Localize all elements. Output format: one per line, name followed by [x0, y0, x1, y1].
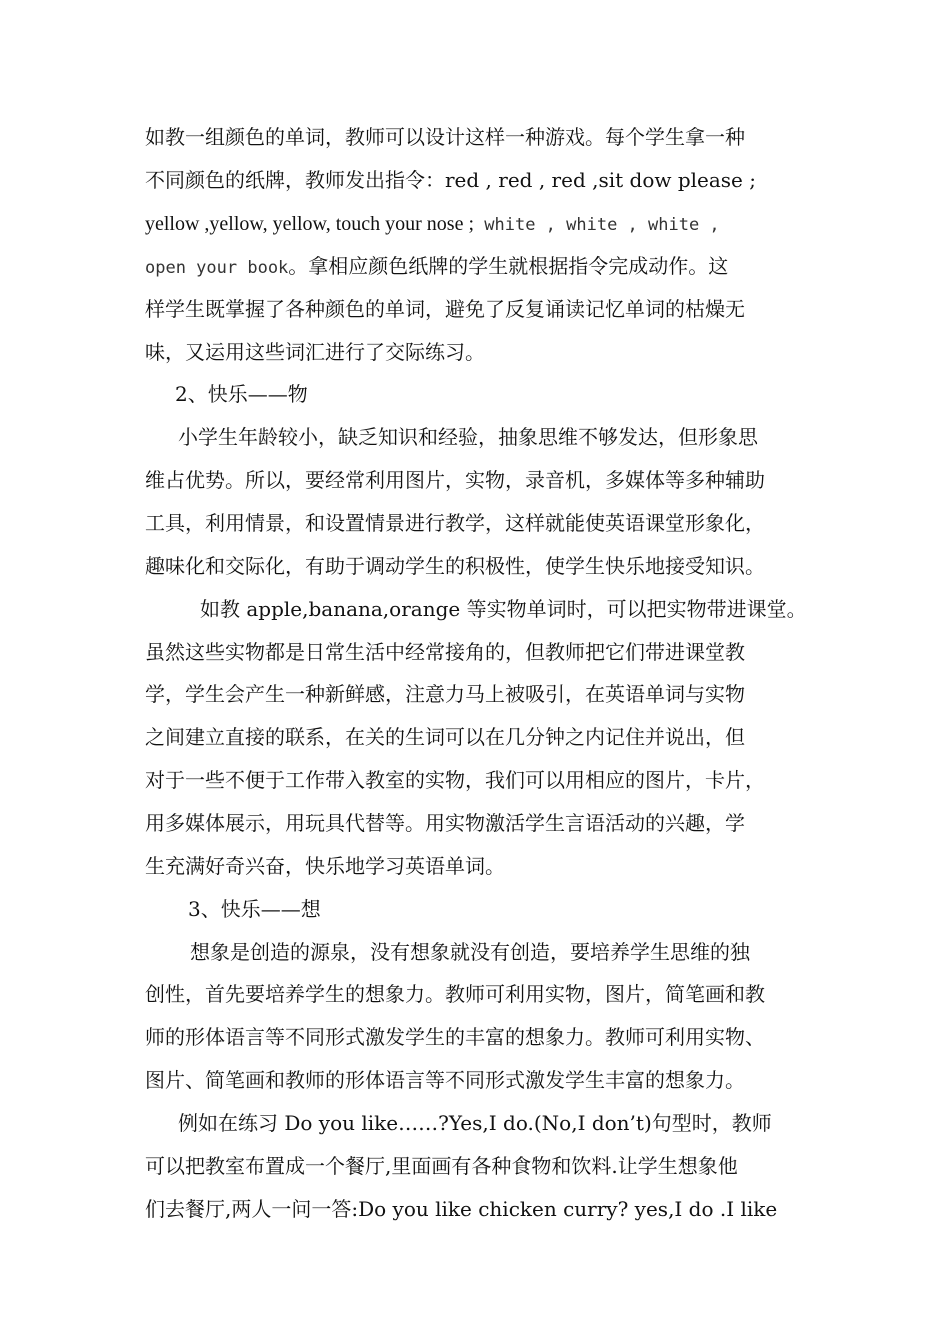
text-line: 之间建立直接的联系，在关的生词可以在几分钟之内记住并说出，但: [145, 725, 745, 749]
text-line: 用多媒体展示，用玩具代替等。用实物激活学生言语活动的兴趣，学: [145, 811, 745, 835]
text-line: 不同颜色的纸牌，教师发出指令：red , red , red ,sit dow please ;: [145, 168, 756, 192]
text-line: 如教一组颜色的单词，教师可以设计这样一种游戏。每个学生拿一种: [145, 125, 745, 149]
text-line: [145, 253, 728, 281]
text-line: 生充满好奇兴奋，快乐地学习英语单词。: [145, 854, 505, 878]
text-line: 图片、简笔画和教师的形体语言等不同形式激发学生丰富的想象力。: [145, 1068, 745, 1092]
text-line: [145, 210, 720, 238]
text-segment: 。拿相应颜色纸牌的学生就根据指令完成动作。这: [288, 254, 729, 278]
text-line: 想象是创造的源泉，没有想象就没有创造，要培养学生思维的独: [190, 940, 750, 964]
text-line: 趣味化和交际化，有助于调动学生的积极性，使学生快乐地接受知识。: [145, 554, 765, 578]
text-line: 师的形体语言等不同形式激发学生的丰富的想象力。教师可利用实物、: [145, 1025, 765, 1049]
section-heading: 2、快乐——物: [175, 382, 308, 406]
text-line: 维占优势。所以，要经常利用图片，实物，录音机，多媒体等多种辅助: [145, 468, 765, 492]
text-line: 学，学生会产生一种新鲜感，注意力马上被吸引，在英语单词与实物: [145, 682, 745, 706]
text-line: 对于一些不便于工作带入教室的实物，我们可以用相应的图片，卡片，: [145, 768, 765, 792]
text-line: 虽然这些实物都是日常生活中经常接角的，但教师把它们带进课堂教: [145, 640, 745, 664]
text-line: 小学生年龄较小，缺乏知识和经验，抽象思维不够发达，但形象思: [178, 425, 758, 449]
text-segment: yellow ,yellow, yellow, touch your nose ;: [145, 213, 475, 235]
text-line: 样学生既掌握了各种颜色的单词，避免了反复诵读记忆单词的枯燥无: [145, 297, 745, 321]
text-line: 创性，首先要培养学生的想象力。教师可利用实物，图片，简笔画和教: [145, 982, 765, 1006]
text-line: 们去餐厅,两人一问一答:Do you like chicken curry? yes,I do .I like: [145, 1197, 778, 1221]
text-line: 如教 apple,banana,orange 等实物单词时，可以把实物带进课堂。: [200, 597, 807, 621]
text-segment: white , white , white ,: [474, 215, 720, 235]
text-line: 例如在练习 Do you like……?Yes,I do.(No,I don’t)句型时，教师: [178, 1111, 772, 1135]
text-line: 工具，利用情景，和设置情景进行教学，这样就能使英语课堂形象化，: [145, 511, 765, 535]
text-segment: open your book: [145, 258, 289, 278]
text-line: 味，又运用这些词汇进行了交际练习。: [145, 340, 485, 364]
section-heading: 3、快乐——想: [188, 897, 321, 921]
text-line: 可以把教室布置成一个餐厅,里面画有各种食物和饮料.让学生想象他: [145, 1154, 738, 1178]
